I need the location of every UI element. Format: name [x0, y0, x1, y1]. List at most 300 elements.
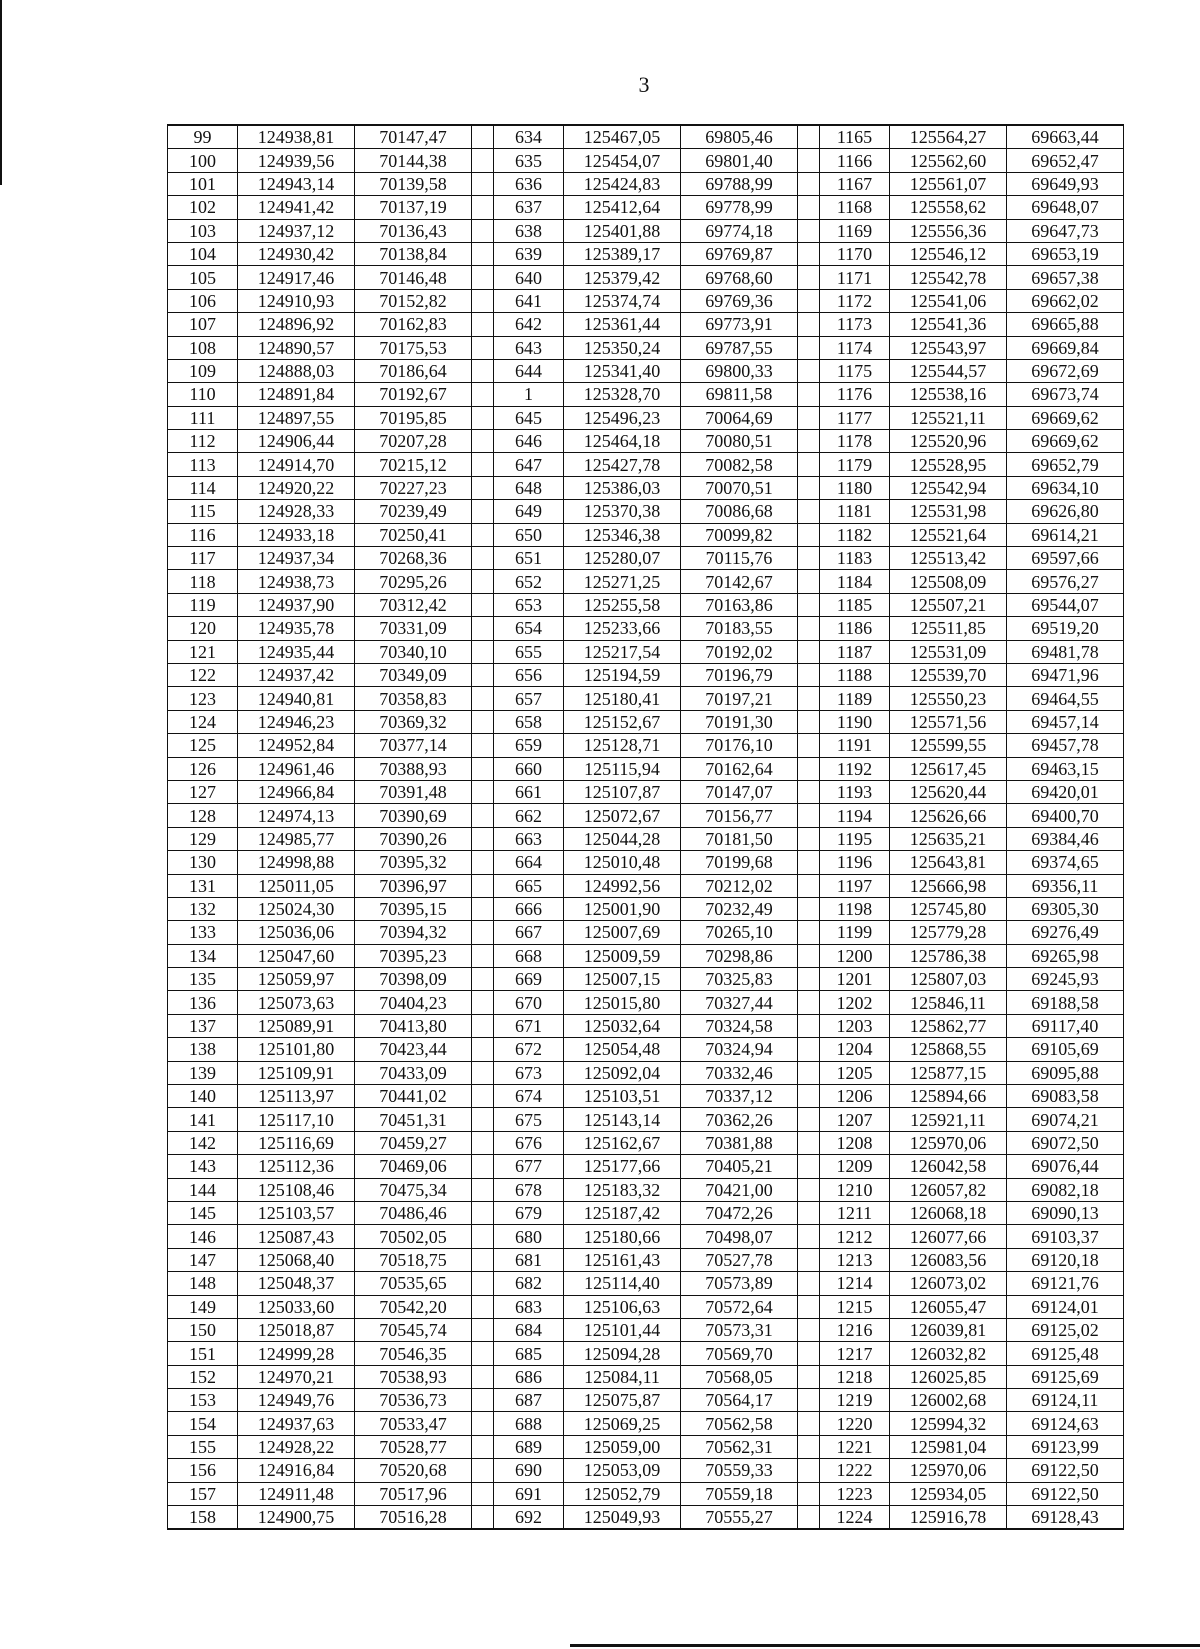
column-separator: [472, 289, 494, 312]
x-coordinate-cell: 125521,64: [890, 523, 1007, 546]
x-coordinate-cell: 124935,44: [238, 640, 355, 663]
y-coordinate-cell: 69125,48: [1007, 1342, 1124, 1365]
column-separator: [472, 921, 494, 944]
point-number-cell: 642: [494, 313, 564, 336]
column-separator: [472, 1342, 494, 1365]
point-number-cell: 145: [168, 1201, 238, 1224]
y-coordinate-cell: 69121,76: [1007, 1272, 1124, 1295]
column-separator: [472, 1085, 494, 1108]
y-coordinate-cell: 70441,02: [355, 1085, 472, 1108]
y-coordinate-cell: 69122,50: [1007, 1459, 1124, 1482]
column-separator: [798, 570, 820, 593]
point-number-cell: 103: [168, 219, 238, 242]
table-row: [168, 593, 1124, 616]
x-coordinate-cell: 125868,55: [890, 1038, 1007, 1061]
x-coordinate-cell: 125427,78: [564, 453, 681, 476]
y-coordinate-cell: 70413,80: [355, 1014, 472, 1037]
point-number-cell: 148: [168, 1272, 238, 1295]
point-number-cell: 1216: [820, 1318, 890, 1341]
x-coordinate-cell: 125108,46: [238, 1178, 355, 1201]
x-coordinate-cell: 125389,17: [564, 242, 681, 265]
table-row: [168, 780, 1124, 803]
column-separator: [472, 500, 494, 523]
column-separator: [798, 1365, 820, 1388]
point-number-cell: 1175: [820, 359, 890, 382]
x-coordinate-cell: 124920,22: [238, 476, 355, 499]
column-separator: [798, 593, 820, 616]
point-number-cell: 657: [494, 687, 564, 710]
y-coordinate-cell: 69471,96: [1007, 663, 1124, 686]
x-coordinate-cell: 126032,82: [890, 1342, 1007, 1365]
y-coordinate-cell: 70325,83: [681, 968, 798, 991]
point-number-cell: 660: [494, 757, 564, 780]
table-row: [168, 663, 1124, 686]
table-row: [168, 1014, 1124, 1037]
y-coordinate-cell: 70469,06: [355, 1155, 472, 1178]
x-coordinate-cell: 125187,42: [564, 1201, 681, 1224]
point-number-cell: 1192: [820, 757, 890, 780]
point-number-cell: 135: [168, 968, 238, 991]
x-coordinate-cell: 125116,69: [238, 1131, 355, 1154]
column-separator: [472, 313, 494, 336]
column-separator: [798, 359, 820, 382]
column-separator: [472, 383, 494, 406]
column-separator: [472, 1506, 494, 1530]
y-coordinate-cell: 70186,64: [355, 359, 472, 382]
point-number-cell: 1165: [820, 125, 890, 149]
y-coordinate-cell: 69773,91: [681, 313, 798, 336]
point-number-cell: 644: [494, 359, 564, 382]
column-separator: [472, 125, 494, 149]
y-coordinate-cell: 69544,07: [1007, 593, 1124, 616]
point-number-cell: 1171: [820, 266, 890, 289]
x-coordinate-cell: 124891,84: [238, 383, 355, 406]
column-separator: [472, 897, 494, 920]
y-coordinate-cell: 70394,32: [355, 921, 472, 944]
table-row: [168, 383, 1124, 406]
column-separator: [798, 968, 820, 991]
y-coordinate-cell: 69276,49: [1007, 921, 1124, 944]
y-coordinate-cell: 70232,49: [681, 897, 798, 920]
column-separator: [472, 1201, 494, 1224]
point-number-cell: 659: [494, 734, 564, 757]
point-number-cell: 1190: [820, 710, 890, 733]
y-coordinate-cell: 70569,70: [681, 1342, 798, 1365]
y-coordinate-cell: 70568,05: [681, 1365, 798, 1388]
x-coordinate-cell: 125599,55: [890, 734, 1007, 757]
column-separator: [472, 172, 494, 195]
column-separator: [798, 874, 820, 897]
y-coordinate-cell: 69123,99: [1007, 1435, 1124, 1458]
y-coordinate-cell: 69811,58: [681, 383, 798, 406]
point-number-cell: 1209: [820, 1155, 890, 1178]
y-coordinate-cell: 70559,18: [681, 1482, 798, 1505]
y-coordinate-cell: 69120,18: [1007, 1248, 1124, 1271]
point-number-cell: 147: [168, 1248, 238, 1271]
x-coordinate-cell: 124910,93: [238, 289, 355, 312]
point-number-cell: 102: [168, 196, 238, 219]
point-number-cell: 1174: [820, 336, 890, 359]
column-separator: [798, 430, 820, 453]
y-coordinate-cell: 70142,67: [681, 570, 798, 593]
point-number-cell: 666: [494, 897, 564, 920]
y-coordinate-cell: 69125,02: [1007, 1318, 1124, 1341]
y-coordinate-cell: 69576,27: [1007, 570, 1124, 593]
point-number-cell: 151: [168, 1342, 238, 1365]
point-number-cell: 121: [168, 640, 238, 663]
y-coordinate-cell: 70527,78: [681, 1248, 798, 1271]
column-separator: [472, 406, 494, 429]
point-number-cell: 111: [168, 406, 238, 429]
y-coordinate-cell: 70250,41: [355, 523, 472, 546]
x-coordinate-cell: 125177,66: [564, 1155, 681, 1178]
x-coordinate-cell: 125010,48: [564, 851, 681, 874]
point-number-cell: 134: [168, 944, 238, 967]
point-number-cell: 1220: [820, 1412, 890, 1435]
y-coordinate-cell: 69457,14: [1007, 710, 1124, 733]
point-number-cell: 1191: [820, 734, 890, 757]
column-separator: [472, 149, 494, 172]
y-coordinate-cell: 69787,55: [681, 336, 798, 359]
y-coordinate-cell: 70099,82: [681, 523, 798, 546]
x-coordinate-cell: 125542,78: [890, 266, 1007, 289]
x-coordinate-cell: 124938,73: [238, 570, 355, 593]
column-separator: [798, 242, 820, 265]
y-coordinate-cell: 69076,44: [1007, 1155, 1124, 1178]
x-coordinate-cell: 125346,38: [564, 523, 681, 546]
table-row: [168, 1342, 1124, 1365]
x-coordinate-cell: 124937,90: [238, 593, 355, 616]
y-coordinate-cell: 69356,11: [1007, 874, 1124, 897]
y-coordinate-cell: 69647,73: [1007, 219, 1124, 242]
point-number-cell: 1: [494, 383, 564, 406]
point-number-cell: 141: [168, 1108, 238, 1131]
point-number-cell: 1212: [820, 1225, 890, 1248]
x-coordinate-cell: 126002,68: [890, 1389, 1007, 1412]
table-row: [168, 1482, 1124, 1505]
column-separator: [472, 359, 494, 382]
x-coordinate-cell: 125538,16: [890, 383, 1007, 406]
x-coordinate-cell: 125089,91: [238, 1014, 355, 1037]
table-row: [168, 1061, 1124, 1084]
x-coordinate-cell: 125350,24: [564, 336, 681, 359]
y-coordinate-cell: 70516,28: [355, 1506, 472, 1530]
point-number-cell: 1170: [820, 242, 890, 265]
x-coordinate-cell: 124985,77: [238, 827, 355, 850]
table-row: [168, 570, 1124, 593]
x-coordinate-cell: 124999,28: [238, 1342, 355, 1365]
point-number-cell: 154: [168, 1412, 238, 1435]
point-number-cell: 101: [168, 172, 238, 195]
point-number-cell: 1172: [820, 289, 890, 312]
column-separator: [472, 874, 494, 897]
point-number-cell: 1218: [820, 1365, 890, 1388]
x-coordinate-cell: 125617,45: [890, 757, 1007, 780]
y-coordinate-cell: 69117,40: [1007, 1014, 1124, 1037]
column-separator: [798, 851, 820, 874]
column-separator: [798, 897, 820, 920]
y-coordinate-cell: 70404,23: [355, 991, 472, 1014]
point-number-cell: 110: [168, 383, 238, 406]
y-coordinate-cell: 69652,79: [1007, 453, 1124, 476]
x-coordinate-cell: 125374,74: [564, 289, 681, 312]
table-row: [168, 921, 1124, 944]
x-coordinate-cell: 124949,76: [238, 1389, 355, 1412]
x-coordinate-cell: 125542,94: [890, 476, 1007, 499]
y-coordinate-cell: 69128,43: [1007, 1506, 1124, 1530]
point-number-cell: 140: [168, 1085, 238, 1108]
x-coordinate-cell: 126057,82: [890, 1178, 1007, 1201]
y-coordinate-cell: 69400,70: [1007, 804, 1124, 827]
coordinates-table: [167, 124, 1124, 1530]
y-coordinate-cell: 70136,43: [355, 219, 472, 242]
x-coordinate-cell: 124888,03: [238, 359, 355, 382]
point-number-cell: 1195: [820, 827, 890, 850]
y-coordinate-cell: 70536,73: [355, 1389, 472, 1412]
point-number-cell: 662: [494, 804, 564, 827]
x-coordinate-cell: 125981,04: [890, 1435, 1007, 1458]
x-coordinate-cell: 125745,80: [890, 897, 1007, 920]
point-number-cell: 142: [168, 1131, 238, 1154]
column-separator: [798, 1178, 820, 1201]
y-coordinate-cell: 70176,10: [681, 734, 798, 757]
column-separator: [798, 734, 820, 757]
table-row: [168, 196, 1124, 219]
point-number-cell: 1194: [820, 804, 890, 827]
y-coordinate-cell: 69463,15: [1007, 757, 1124, 780]
x-coordinate-cell: 125564,27: [890, 125, 1007, 149]
point-number-cell: 686: [494, 1365, 564, 1388]
y-coordinate-cell: 70538,93: [355, 1365, 472, 1388]
x-coordinate-cell: 124928,33: [238, 500, 355, 523]
x-coordinate-cell: 125543,97: [890, 336, 1007, 359]
x-coordinate-cell: 125075,87: [564, 1389, 681, 1412]
y-coordinate-cell: 70545,74: [355, 1318, 472, 1341]
point-number-cell: 155: [168, 1435, 238, 1458]
point-number-cell: 1222: [820, 1459, 890, 1482]
x-coordinate-cell: 125361,44: [564, 313, 681, 336]
point-number-cell: 640: [494, 266, 564, 289]
y-coordinate-cell: 69801,40: [681, 149, 798, 172]
y-coordinate-cell: 70369,32: [355, 710, 472, 733]
x-coordinate-cell: 125643,81: [890, 851, 1007, 874]
y-coordinate-cell: 69384,46: [1007, 827, 1124, 850]
y-coordinate-cell: 70227,23: [355, 476, 472, 499]
x-coordinate-cell: 124946,23: [238, 710, 355, 733]
column-separator: [472, 476, 494, 499]
point-number-cell: 685: [494, 1342, 564, 1365]
table-row: [168, 1178, 1124, 1201]
point-number-cell: 106: [168, 289, 238, 312]
x-coordinate-cell: 125107,87: [564, 780, 681, 803]
x-coordinate-cell: 126083,56: [890, 1248, 1007, 1271]
point-number-cell: 130: [168, 851, 238, 874]
column-separator: [798, 921, 820, 944]
x-coordinate-cell: 125341,40: [564, 359, 681, 382]
y-coordinate-cell: 70175,53: [355, 336, 472, 359]
column-separator: [472, 1435, 494, 1458]
x-coordinate-cell: 125072,67: [564, 804, 681, 827]
point-number-cell: 144: [168, 1178, 238, 1201]
point-number-cell: 639: [494, 242, 564, 265]
column-separator: [798, 1085, 820, 1108]
y-coordinate-cell: 69634,10: [1007, 476, 1124, 499]
column-separator: [472, 687, 494, 710]
y-coordinate-cell: 69305,30: [1007, 897, 1124, 920]
y-coordinate-cell: 69188,58: [1007, 991, 1124, 1014]
point-number-cell: 143: [168, 1155, 238, 1178]
x-coordinate-cell: 124914,70: [238, 453, 355, 476]
point-number-cell: 651: [494, 547, 564, 570]
x-coordinate-cell: 124961,46: [238, 757, 355, 780]
x-coordinate-cell: 125507,21: [890, 593, 1007, 616]
column-separator: [472, 1155, 494, 1178]
point-number-cell: 153: [168, 1389, 238, 1412]
y-coordinate-cell: 69420,01: [1007, 780, 1124, 803]
point-number-cell: 132: [168, 897, 238, 920]
x-coordinate-cell: 125180,66: [564, 1225, 681, 1248]
y-coordinate-cell: 70564,17: [681, 1389, 798, 1412]
x-coordinate-cell: 124935,78: [238, 617, 355, 640]
table-row: [168, 430, 1124, 453]
point-number-cell: 667: [494, 921, 564, 944]
column-separator: [798, 1061, 820, 1084]
x-coordinate-cell: 124938,81: [238, 125, 355, 149]
point-number-cell: 152: [168, 1365, 238, 1388]
y-coordinate-cell: 70331,09: [355, 617, 472, 640]
y-coordinate-cell: 70535,65: [355, 1272, 472, 1295]
column-separator: [798, 289, 820, 312]
point-number-cell: 678: [494, 1178, 564, 1201]
y-coordinate-cell: 69663,44: [1007, 125, 1124, 149]
y-coordinate-cell: 70433,09: [355, 1061, 472, 1084]
table-row: [168, 500, 1124, 523]
column-separator: [798, 1318, 820, 1341]
y-coordinate-cell: 69245,93: [1007, 968, 1124, 991]
column-separator: [798, 780, 820, 803]
y-coordinate-cell: 70388,93: [355, 757, 472, 780]
point-number-cell: 1173: [820, 313, 890, 336]
table-row: [168, 1459, 1124, 1482]
x-coordinate-cell: 124906,44: [238, 430, 355, 453]
y-coordinate-cell: 70199,68: [681, 851, 798, 874]
point-number-cell: 115: [168, 500, 238, 523]
column-separator: [798, 1038, 820, 1061]
y-coordinate-cell: 70147,47: [355, 125, 472, 149]
table-row: [168, 547, 1124, 570]
x-coordinate-cell: 125161,43: [564, 1248, 681, 1271]
y-coordinate-cell: 70115,76: [681, 547, 798, 570]
x-coordinate-cell: 125047,60: [238, 944, 355, 967]
y-coordinate-cell: 70324,58: [681, 1014, 798, 1037]
point-number-cell: 1177: [820, 406, 890, 429]
y-coordinate-cell: 70405,21: [681, 1155, 798, 1178]
table-row: [168, 640, 1124, 663]
y-coordinate-cell: 70472,26: [681, 1201, 798, 1224]
x-coordinate-cell: 125513,42: [890, 547, 1007, 570]
point-number-cell: 681: [494, 1248, 564, 1271]
x-coordinate-cell: 125401,88: [564, 219, 681, 242]
x-coordinate-cell: 125561,07: [890, 172, 1007, 195]
column-separator: [472, 1014, 494, 1037]
x-coordinate-cell: 124900,75: [238, 1506, 355, 1530]
x-coordinate-cell: 125007,69: [564, 921, 681, 944]
point-number-cell: 653: [494, 593, 564, 616]
x-coordinate-cell: 125970,06: [890, 1131, 1007, 1154]
y-coordinate-cell: 70555,27: [681, 1506, 798, 1530]
column-separator: [798, 663, 820, 686]
x-coordinate-cell: 125101,80: [238, 1038, 355, 1061]
y-coordinate-cell: 69648,07: [1007, 196, 1124, 219]
x-coordinate-cell: 124940,81: [238, 687, 355, 710]
table-row: [168, 827, 1124, 850]
point-number-cell: 1196: [820, 851, 890, 874]
y-coordinate-cell: 70327,44: [681, 991, 798, 1014]
y-coordinate-cell: 70395,23: [355, 944, 472, 967]
point-number-cell: 105: [168, 266, 238, 289]
column-separator: [798, 1342, 820, 1365]
y-coordinate-cell: 69774,18: [681, 219, 798, 242]
x-coordinate-cell: 125049,93: [564, 1506, 681, 1530]
column-separator: [472, 640, 494, 663]
point-number-cell: 641: [494, 289, 564, 312]
x-coordinate-cell: 125143,14: [564, 1108, 681, 1131]
column-separator: [798, 1506, 820, 1530]
x-coordinate-cell: 124952,84: [238, 734, 355, 757]
point-number-cell: 1166: [820, 149, 890, 172]
y-coordinate-cell: 69662,02: [1007, 289, 1124, 312]
point-number-cell: 118: [168, 570, 238, 593]
x-coordinate-cell: 124943,14: [238, 172, 355, 195]
point-number-cell: 114: [168, 476, 238, 499]
table-row: [168, 336, 1124, 359]
table-row: [168, 757, 1124, 780]
table-row: [168, 453, 1124, 476]
column-separator: [798, 500, 820, 523]
column-separator: [472, 453, 494, 476]
y-coordinate-cell: 70312,42: [355, 593, 472, 616]
x-coordinate-cell: 126025,85: [890, 1365, 1007, 1388]
column-separator: [472, 1459, 494, 1482]
y-coordinate-cell: 69124,11: [1007, 1389, 1124, 1412]
point-number-cell: 656: [494, 663, 564, 686]
y-coordinate-cell: 69124,63: [1007, 1412, 1124, 1435]
point-number-cell: 1203: [820, 1014, 890, 1037]
point-number-cell: 665: [494, 874, 564, 897]
point-number-cell: 1200: [820, 944, 890, 967]
y-coordinate-cell: 70362,26: [681, 1108, 798, 1131]
point-number-cell: 654: [494, 617, 564, 640]
column-separator: [798, 757, 820, 780]
column-separator: [472, 1389, 494, 1412]
table-row: [168, 687, 1124, 710]
point-number-cell: 99: [168, 125, 238, 149]
column-separator: [472, 968, 494, 991]
column-separator: [472, 780, 494, 803]
y-coordinate-cell: 70542,20: [355, 1295, 472, 1318]
point-number-cell: 1199: [820, 921, 890, 944]
x-coordinate-cell: 125511,85: [890, 617, 1007, 640]
x-coordinate-cell: 125546,12: [890, 242, 1007, 265]
point-number-cell: 650: [494, 523, 564, 546]
y-coordinate-cell: 70163,86: [681, 593, 798, 616]
y-coordinate-cell: 70197,21: [681, 687, 798, 710]
column-separator: [798, 1225, 820, 1248]
x-coordinate-cell: 124916,84: [238, 1459, 355, 1482]
column-separator: [798, 944, 820, 967]
y-coordinate-cell: 70162,83: [355, 313, 472, 336]
column-separator: [798, 406, 820, 429]
